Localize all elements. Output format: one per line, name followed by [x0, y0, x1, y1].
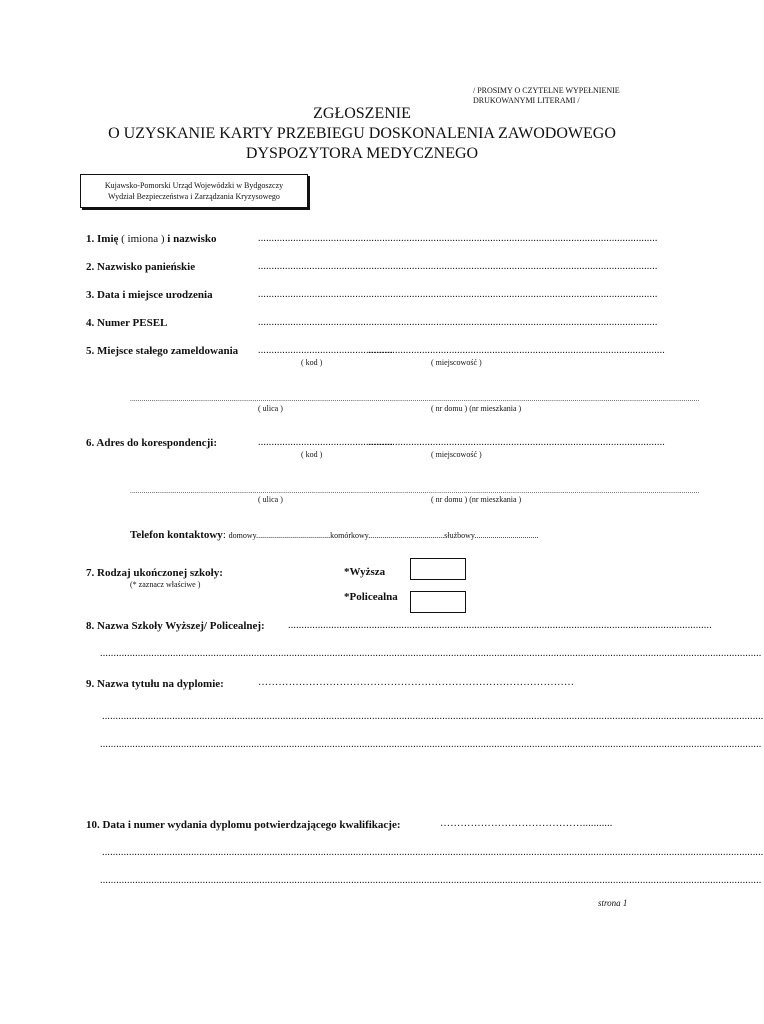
caption-ulica: ( ulica )	[258, 495, 283, 504]
field-4-label: 4. Numer PESEL	[86, 317, 168, 329]
phone-work-label: służbowy	[444, 531, 475, 540]
field-2-label: 2. Nazwisko panieńskie	[86, 261, 196, 273]
phone-label: Telefon kontaktowy	[130, 529, 223, 541]
office-address-box	[80, 174, 308, 208]
registered-postcode-input-line[interactable]: ..................................................	[258, 345, 393, 356]
diploma-date-number-input-line[interactable]: ……………………………………...........	[440, 818, 613, 829]
school-name-input-line[interactable]: .............................................................................................................................................................	[288, 620, 712, 631]
correspondence-postcode-input-line[interactable]: ..................................................	[258, 437, 393, 448]
phone-home-input-line[interactable]: .....................................	[256, 531, 331, 540]
fill-instruction-line1: / PROSIMY O CZYTELNE WYPEŁNIENIE	[473, 86, 620, 95]
option-policealna-checkbox[interactable]	[410, 591, 466, 613]
field-8-label: 8. Nazwa Szkoły Wyższej/ Policealnej:	[86, 620, 265, 632]
caption-ulica: ( ulica )	[258, 404, 283, 413]
registered-city-input-line[interactable]: ..............................................................................................................	[368, 345, 665, 356]
correspondence-street-input-line[interactable]: ....................................................................................................................................................................................................................................................................................................	[130, 487, 700, 495]
birth-date-place-input-line[interactable]: ....................................................................................................................................................	[258, 289, 658, 300]
caption-miejscowosc: ( miejscowość )	[431, 450, 482, 459]
pesel-input-line[interactable]: ....................................................................................................................................................	[258, 317, 658, 328]
phone-row: Telefon kontaktowy: domowy.....................................komórkowy......................................służbowy................................	[130, 529, 539, 541]
form-title-line2: O UZYSKANIE KARTY PRZEBIEGU DOSKONALENIA ZAWODOWEGO	[108, 125, 616, 142]
fill-instruction-line2: DRUKOWANYMI LITERAMI /	[473, 96, 580, 105]
diploma-title-input-line-3[interactable]: .....................................................................................................................................................................................................................................................	[100, 739, 762, 750]
caption-miejscowosc: ( miejscowość )	[431, 358, 482, 367]
phone-work-input-line[interactable]: ................................	[474, 531, 539, 540]
form-title: ZGŁOSZENIE	[313, 105, 411, 122]
field-3-label: 3. Data i miejsce urodzenia	[86, 289, 213, 301]
caption-nr-domu-mieszkania: ( nr domu ) (nr mieszkania )	[431, 495, 522, 504]
field-6-label: 6. Adres do korespondencji:	[86, 437, 218, 449]
maiden-name-input-line[interactable]: ....................................................................................................................................................	[258, 261, 658, 272]
phone-home-label: domowy	[228, 531, 257, 540]
school-name-input-line-2[interactable]: .....................................................................................................................................................................................................................................................	[100, 648, 762, 659]
office-department: Wydział Bezpieczeństwa i Zarządzania Kryzysowego	[108, 192, 280, 201]
diploma-title-input-line-2[interactable]: .....................................................................................................................................................................................................................................................	[102, 711, 764, 722]
diploma-date-number-input-line-2[interactable]: .....................................................................................................................................................................................................................................................	[102, 847, 764, 858]
field-1-label: 1. Imię ( imiona ) i nazwisko	[86, 233, 217, 245]
diploma-date-number-input-line-3[interactable]: .....................................................................................................................................................................................................................................................	[100, 875, 762, 886]
correspondence-city-input-line[interactable]: ..............................................................................................................	[368, 437, 665, 448]
option-wyzsza-label: *Wyższa	[344, 566, 386, 578]
phone-mobile-label: komórkowy	[330, 531, 369, 540]
phone-mobile-input-line[interactable]: ......................................	[368, 531, 445, 540]
option-wyzsza-checkbox[interactable]	[410, 558, 466, 580]
page-number: strona 1	[598, 898, 628, 908]
caption-kod: ( kod )	[301, 450, 323, 459]
diploma-title-input-line[interactable]: …………………………………………………………………………………	[258, 677, 575, 688]
field-7-label: 7. Rodzaj ukończonej szkoły:	[86, 567, 223, 579]
office-name: Kujawsko-Pomorski Urząd Wojewódzki w Bydgoszczy	[104, 181, 284, 190]
field-5-label: 5. Miejsce stałego zameldowania	[86, 345, 239, 357]
form-title-line3: DYSPOZYTORA MEDYCZNEGO	[245, 145, 479, 162]
caption-kod: ( kod )	[301, 358, 323, 367]
registered-street-input-line[interactable]: ....................................................................................................................................................................................................................................................................................................	[130, 395, 700, 403]
field-7-note: (* zaznacz właściwe )	[130, 580, 201, 589]
caption-nr-domu-mieszkania: ( nr domu ) (nr mieszkania )	[431, 404, 522, 413]
field-9-label: 9. Nazwa tytułu na dyplomie:	[86, 678, 224, 690]
name-input-line[interactable]: ....................................................................................................................................................	[258, 233, 658, 244]
field-10-label: 10. Data i numer wydania dyplomu potwierdzającego kwalifikacje:	[86, 819, 401, 831]
option-policealna-label: *Policealna	[344, 591, 398, 603]
